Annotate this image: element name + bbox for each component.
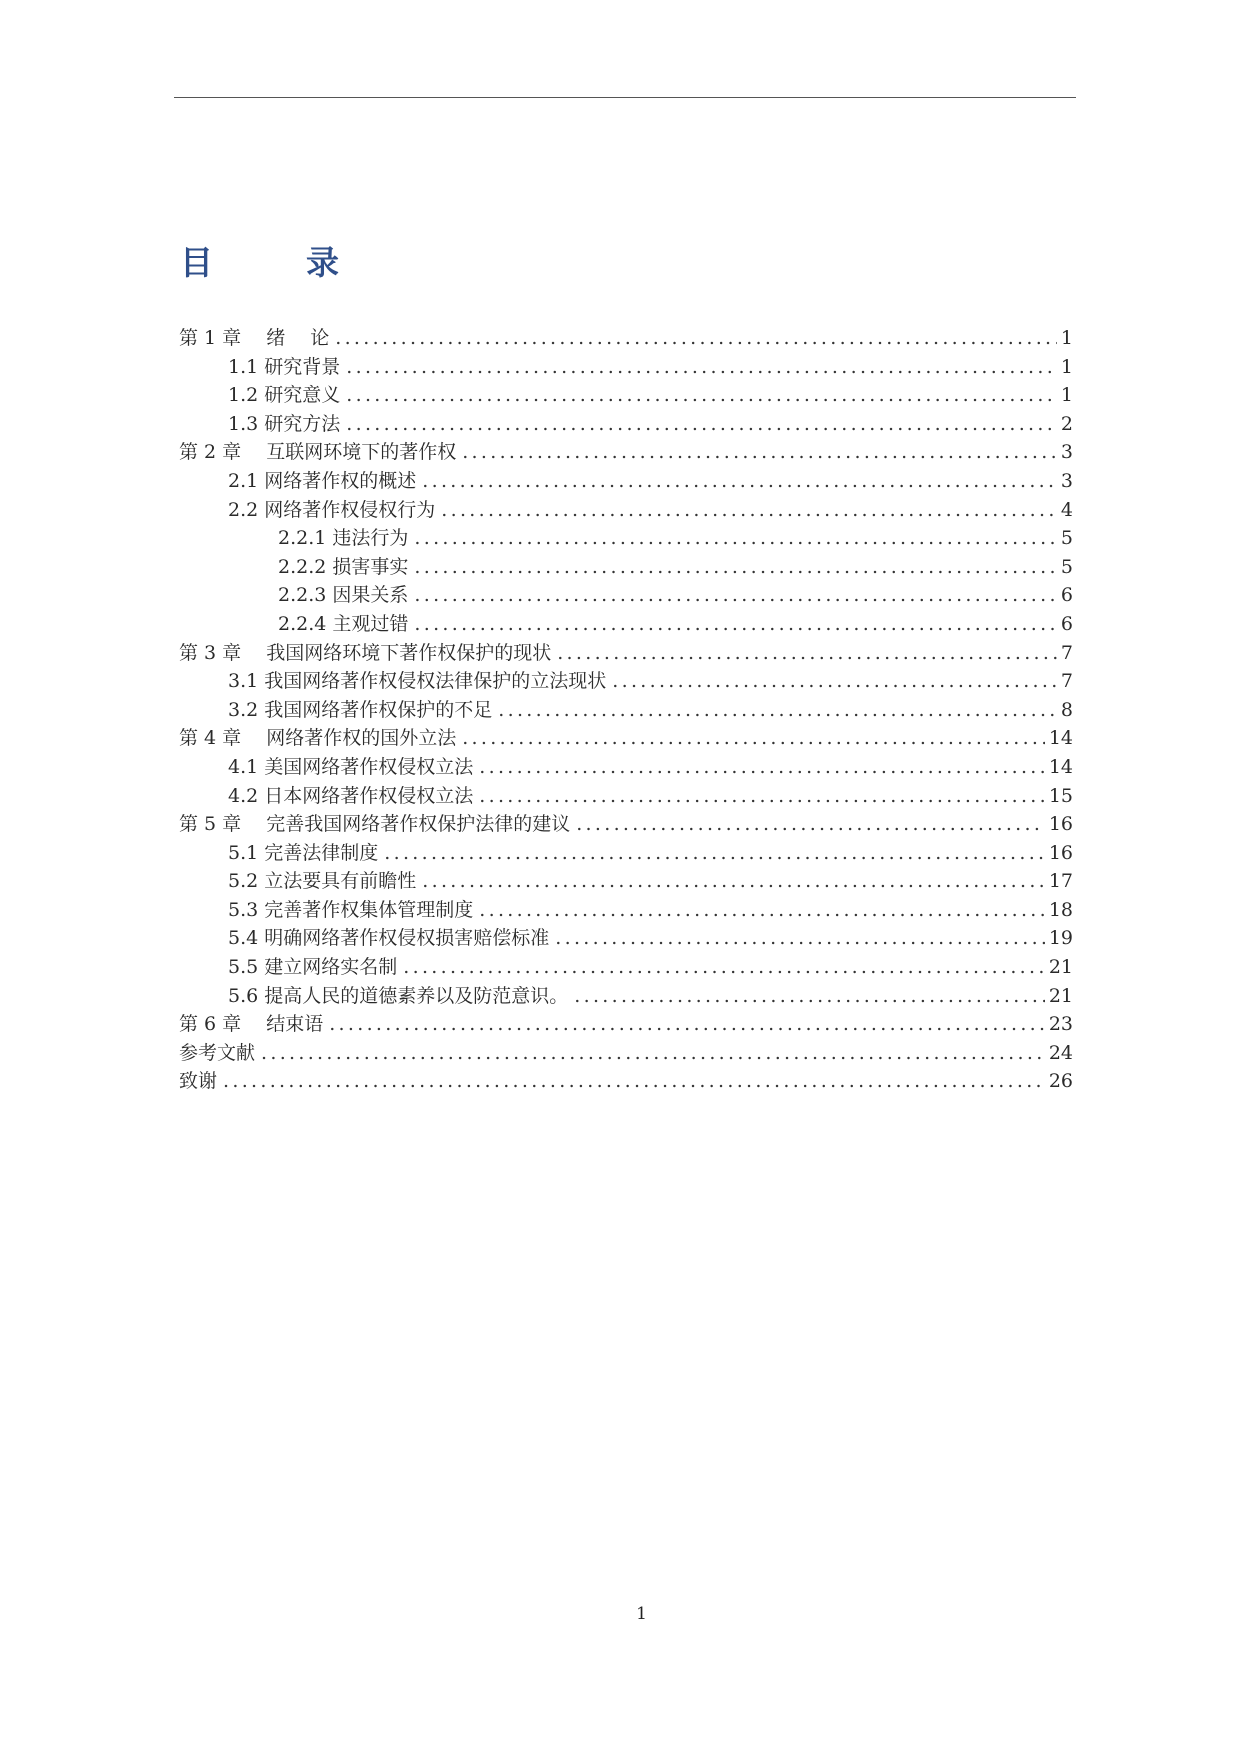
- toc-dot-leader: [462, 438, 1057, 467]
- toc-entry-page: 16: [1048, 841, 1073, 864]
- page-number: 1: [636, 1604, 647, 1624]
- toc-entry-label: 1.2 研究意义: [228, 384, 341, 407]
- toc-dot-leader: [441, 496, 1057, 525]
- toc-entry-page: 17: [1048, 870, 1073, 893]
- toc-entry-page: 5: [1060, 527, 1073, 550]
- toc-entry[interactable]: [179, 581, 1073, 610]
- toc-dot-leader: [346, 353, 1057, 382]
- toc-entry-label: 2.2.4 主观过错: [278, 612, 409, 635]
- toc-dot-leader: [574, 982, 1045, 1011]
- toc-entry-page: 6: [1060, 584, 1073, 607]
- toc-entry-label: 5.1 完善法律制度: [228, 841, 379, 864]
- toc-entry-page: 23: [1048, 1013, 1073, 1036]
- toc-entry-page: 1: [1060, 384, 1073, 407]
- toc-entry-page: 6: [1060, 612, 1073, 635]
- toc-entry[interactable]: [179, 381, 1073, 410]
- toc-entry-page: 14: [1048, 727, 1073, 750]
- toc-dot-leader: [479, 753, 1045, 782]
- toc-entry-page: 7: [1060, 641, 1073, 664]
- toc-dot-leader: [557, 639, 1057, 668]
- toc-entry-page: 8: [1060, 698, 1073, 721]
- toc-entry-label: 2.2 网络著作权侵权行为: [228, 498, 436, 521]
- toc-dot-leader: [422, 467, 1057, 496]
- toc-entry-page: 3: [1060, 469, 1073, 492]
- toc-entry-page: 21: [1048, 984, 1073, 1007]
- toc-entry-label: 第 2 章 互联网环境下的著作权: [179, 441, 457, 464]
- toc-dot-leader: [422, 867, 1045, 896]
- toc-entry-page: 7: [1060, 670, 1073, 693]
- toc-entry-page: 4: [1060, 498, 1073, 521]
- toc-entry[interactable]: [179, 667, 1073, 696]
- toc-entry-label: 第 3 章 我国网络环境下著作权保护的现状: [179, 641, 552, 664]
- toc-entry[interactable]: [179, 553, 1073, 582]
- toc-entry-label: 5.4 明确网络著作权侵权损害赔偿标准: [228, 927, 550, 950]
- toc-entry-label: 第 1 章 绪 论: [179, 327, 330, 349]
- toc-entry[interactable]: [179, 324, 1073, 353]
- toc-dot-leader: [414, 610, 1057, 639]
- toc-dot-leader: [223, 1067, 1045, 1096]
- toc-entry-page: 5: [1060, 555, 1073, 578]
- toc-entry-page: 26: [1048, 1070, 1073, 1093]
- toc-dot-leader: [576, 810, 1045, 839]
- toc-entry[interactable]: [179, 867, 1073, 896]
- toc-entry[interactable]: [179, 467, 1073, 496]
- toc-dot-leader: [414, 524, 1057, 553]
- toc-entry[interactable]: [179, 610, 1073, 639]
- toc-dot-leader: [261, 1039, 1045, 1068]
- table-of-contents: [179, 324, 1073, 1096]
- toc-dot-leader: [335, 324, 1057, 353]
- toc-entry-label: 1.1 研究背景: [228, 355, 341, 378]
- toc-entry[interactable]: [179, 953, 1073, 982]
- toc-entry-page: 1: [1060, 327, 1073, 349]
- toc-entry[interactable]: [179, 696, 1073, 725]
- toc-entry-page: 2: [1060, 412, 1073, 435]
- toc-dot-leader: [498, 696, 1057, 725]
- toc-entry-page: 21: [1048, 956, 1073, 979]
- toc-entry[interactable]: [179, 410, 1073, 439]
- toc-dot-leader: [462, 724, 1045, 753]
- toc-dot-leader: [329, 1010, 1045, 1039]
- toc-entry-label: 致谢: [179, 1070, 218, 1093]
- toc-entry-label: 4.2 日本网络著作权侵权立法: [228, 784, 474, 807]
- toc-entry[interactable]: [179, 639, 1073, 668]
- toc-entry[interactable]: [179, 839, 1073, 868]
- toc-dot-leader: [414, 581, 1057, 610]
- toc-entry-page: 15: [1048, 784, 1073, 807]
- toc-entry[interactable]: [179, 896, 1073, 925]
- toc-entry-label: 5.2 立法要具有前瞻性: [228, 870, 417, 893]
- toc-dot-leader: [403, 953, 1045, 982]
- toc-dot-leader: [346, 381, 1057, 410]
- toc-entry[interactable]: [179, 753, 1073, 782]
- toc-entry-page: 19: [1048, 927, 1073, 950]
- toc-dot-leader: [479, 782, 1045, 811]
- toc-entry-label: 1.3 研究方法: [228, 412, 341, 435]
- toc-entry[interactable]: [179, 810, 1073, 839]
- toc-entry[interactable]: [179, 438, 1073, 467]
- toc-dot-leader: [414, 553, 1057, 582]
- toc-entry-label: 2.1 网络著作权的概述: [228, 469, 417, 492]
- toc-entry-label: 5.5 建立网络实名制: [228, 956, 398, 979]
- toc-entry-label: 4.1 美国网络著作权侵权立法: [228, 755, 474, 778]
- toc-entry[interactable]: [179, 524, 1073, 553]
- toc-entry-label: 5.3 完善著作权集体管理制度: [228, 898, 474, 921]
- toc-entry-label: 3.1 我国网络著作权侵权法律保护的立法现状: [228, 670, 607, 693]
- toc-title: 目 录: [180, 243, 369, 283]
- toc-entry-page: 16: [1048, 813, 1073, 836]
- toc-entry[interactable]: [179, 1067, 1073, 1096]
- toc-entry[interactable]: [179, 496, 1073, 525]
- toc-entry-page: 18: [1048, 898, 1073, 921]
- toc-entry-label: 第 5 章 完善我国网络著作权保护法律的建议: [179, 813, 571, 836]
- toc-entry-page: 1: [1060, 355, 1073, 378]
- toc-entry[interactable]: [179, 782, 1073, 811]
- toc-entry-page: 3: [1060, 441, 1073, 464]
- toc-dot-leader: [555, 924, 1045, 953]
- toc-entry-label: 2.2.2 损害事实: [278, 555, 409, 578]
- toc-entry[interactable]: [179, 924, 1073, 953]
- toc-entry-label: 2.2.1 违法行为: [278, 527, 409, 550]
- toc-dot-leader: [479, 896, 1045, 925]
- toc-entry[interactable]: [179, 353, 1073, 382]
- toc-entry-label: 2.2.3 因果关系: [278, 584, 409, 607]
- header-rule: [174, 97, 1076, 98]
- toc-dot-leader: [346, 410, 1057, 439]
- toc-entry-label: 5.6 提高人民的道德素养以及防范意识。: [228, 984, 569, 1007]
- toc-entry-label: 3.2 我国网络著作权保护的不足: [228, 698, 493, 721]
- toc-entry-page: 14: [1048, 755, 1073, 778]
- toc-entry[interactable]: [179, 724, 1073, 753]
- toc-entry-page: 24: [1048, 1041, 1073, 1064]
- toc-dot-leader: [612, 667, 1057, 696]
- toc-entry[interactable]: [179, 1039, 1073, 1068]
- toc-entry-label: 第 4 章 网络著作权的国外立法: [179, 727, 457, 750]
- toc-entry[interactable]: [179, 1010, 1073, 1039]
- toc-entry-label: 第 6 章 结束语: [179, 1013, 324, 1036]
- toc-entry-label: 参考文献: [179, 1041, 256, 1064]
- toc-entry[interactable]: [179, 982, 1073, 1011]
- toc-dot-leader: [384, 839, 1045, 868]
